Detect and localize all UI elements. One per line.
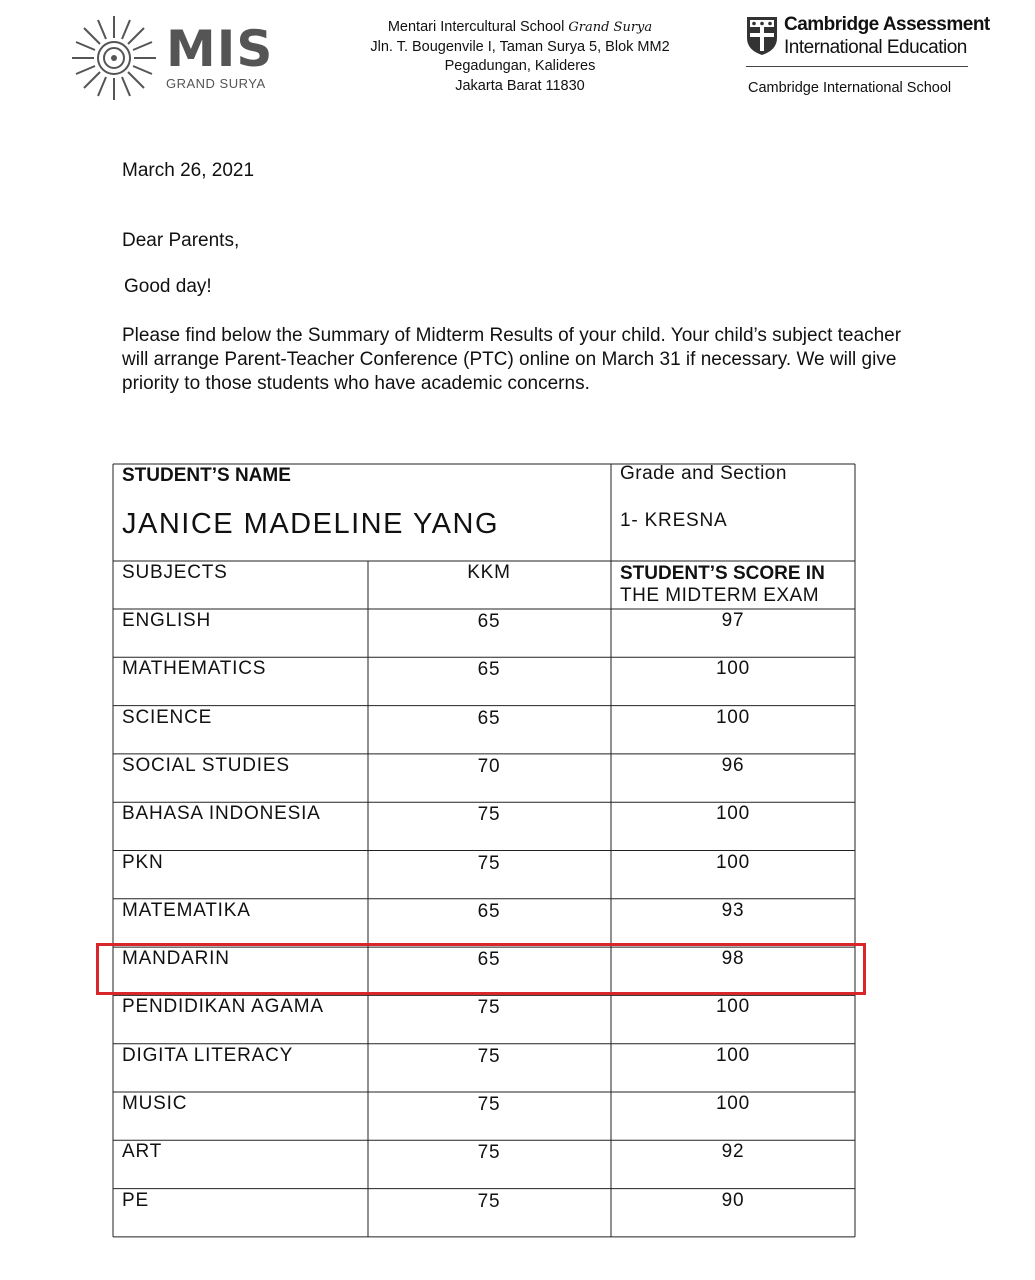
subject-cell: BAHASA INDONESIA <box>122 803 321 825</box>
mis-logo-text: MIS <box>166 20 274 78</box>
letter-date: March 26, 2021 <box>122 160 255 181</box>
grade-section-value: 1- KRESNA <box>620 510 728 531</box>
score-cell: 100 <box>715 803 751 825</box>
school-address <box>340 18 700 96</box>
address-line-2: Jln. T. Bougenvile I, Taman Surya 5, Blok MM2 <box>370 38 670 55</box>
subject-cell: ENGLISH <box>122 610 212 631</box>
col-header-score-line-2: THE MIDTERM EXAM <box>620 585 820 606</box>
kkm-cell: 75 <box>477 852 501 874</box>
kkm-cell: 65 <box>477 949 501 971</box>
letter-body <box>122 324 972 396</box>
kkm-cell: 65 <box>477 659 501 681</box>
student-name-label: STUDENT’S NAME <box>122 465 291 486</box>
col-header-kkm: KKM <box>467 562 511 583</box>
subject-cell: MUSIC <box>122 1093 188 1114</box>
mis-logo-subtitle: GRAND SURYA <box>166 76 266 91</box>
col-header-subjects: SUBJECTS <box>122 562 228 583</box>
subject-cell: MATHEMATICS <box>122 658 267 680</box>
subject-cell: PENDIDIKAN AGAMA <box>122 996 324 1018</box>
score-cell: 96 <box>721 754 745 776</box>
cambridge-school-label: Cambridge International School <box>748 80 952 96</box>
score-cell: 100 <box>715 1093 751 1114</box>
kkm-cell: 65 <box>477 707 501 729</box>
kkm-cell: 75 <box>477 804 501 826</box>
cambridge-line-2: International Education <box>784 37 967 58</box>
subject-cell: DIGITA LITERACY <box>122 1044 294 1066</box>
kkm-cell: 70 <box>477 755 501 777</box>
kkm-cell: 65 <box>477 900 501 922</box>
address-line-4: Jakarta Barat 11830 <box>455 77 585 94</box>
mis-logo <box>68 14 278 104</box>
school-name: Mentari Intercultural School <box>387 19 565 35</box>
subject-cell: PE <box>122 1189 149 1211</box>
subject-cell: SCIENCE <box>122 706 213 728</box>
kkm-cell: 75 <box>477 997 501 1019</box>
kkm-cell: 75 <box>477 1094 501 1115</box>
score-cell: 92 <box>721 1141 745 1163</box>
score-cell: 97 <box>721 610 745 631</box>
letter-body-line-1: Please find below the Summary of Midterm Results of your child. Your child’s subject teacher <box>122 325 902 346</box>
col-header-score-line-1: STUDENT’S SCORE IN <box>620 563 825 584</box>
cambridge-line-1: Cambridge Assessment <box>784 14 990 35</box>
score-cell: 90 <box>721 1189 745 1211</box>
score-cell: 93 <box>721 899 745 921</box>
address-line-3: Pegadungan, Kalideres <box>444 58 596 74</box>
grade-section-label: Grade and Section <box>620 463 787 484</box>
student-name: JANICE MADELINE YANG <box>122 508 500 540</box>
kkm-cell: 75 <box>477 1045 501 1067</box>
score-cell: 100 <box>715 1044 751 1066</box>
subject-cell: SOCIAL STUDIES <box>122 754 290 776</box>
highlight-box <box>96 943 866 995</box>
score-cell: 100 <box>715 706 751 728</box>
cambridge-divider <box>746 66 968 67</box>
sun-emblem-icon <box>68 14 164 104</box>
kkm-cell: 75 <box>477 1190 501 1212</box>
subject-cell: ART <box>122 1141 163 1163</box>
letter-body-line-2: will arrange Parent-Teacher Conference (PTC) online on March 31 if necessary. We will give <box>122 349 897 370</box>
school-name-script: Grand Surya <box>568 20 653 35</box>
cambridge-shield-icon <box>746 16 778 56</box>
score-cell: 100 <box>715 851 751 873</box>
score-cell: 98 <box>721 948 745 970</box>
letter-body-line-3: priority to those students who have academic concerns. <box>122 373 590 394</box>
kkm-cell: 75 <box>477 1142 501 1164</box>
cambridge-logo <box>746 14 990 104</box>
address-line-1 <box>340 18 700 38</box>
subject-cell: MANDARIN <box>122 948 230 970</box>
greeting: Good day! <box>124 276 212 297</box>
score-cell: 100 <box>715 658 751 680</box>
subject-cell: MATEMATIKA <box>122 899 251 921</box>
score-cell: 100 <box>715 996 751 1018</box>
subject-cell: PKN <box>122 851 164 873</box>
salutation: Dear Parents, <box>122 230 240 251</box>
kkm-cell: 65 <box>477 611 501 632</box>
